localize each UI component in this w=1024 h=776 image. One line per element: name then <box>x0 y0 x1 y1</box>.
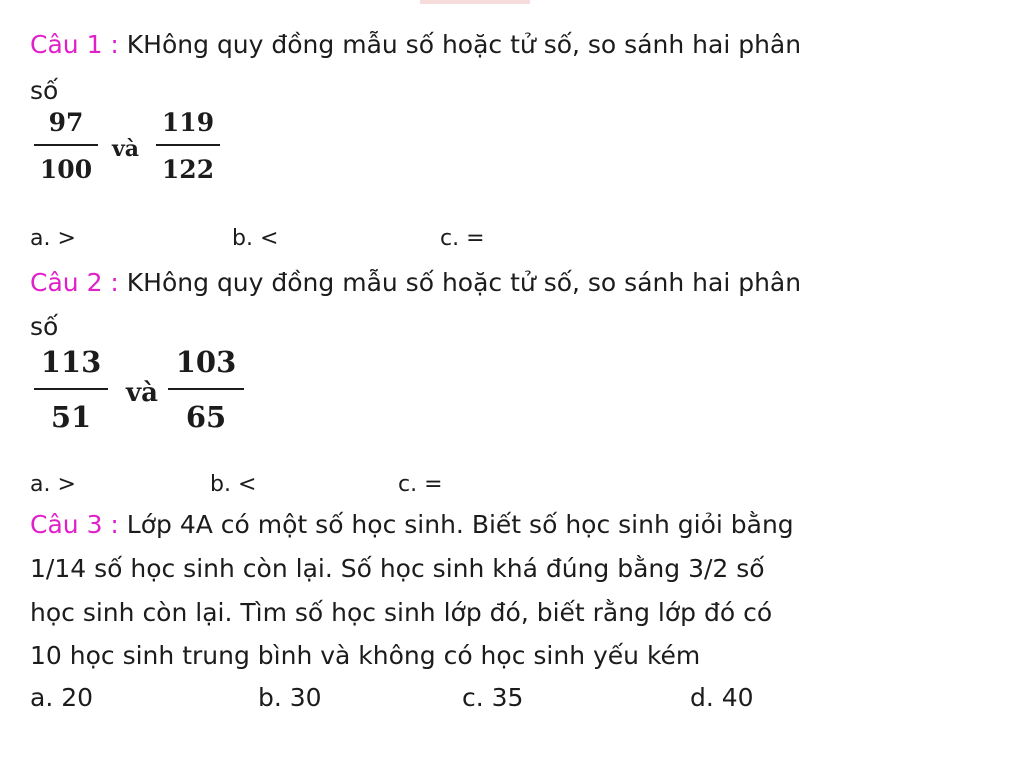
fraction-numerator: 113 <box>40 345 102 379</box>
question-2-label: Câu 2 : <box>30 268 119 297</box>
fraction-bar <box>34 144 98 146</box>
question-2-joiner: và <box>126 378 158 408</box>
question-3-option-a[interactable]: a. 20 <box>30 683 94 712</box>
question-3-label: Câu 3 : <box>30 510 119 539</box>
fraction-denominator: 122 <box>161 155 215 184</box>
fraction-bar <box>34 388 108 390</box>
question-2-option-b[interactable]: b. < <box>210 472 257 497</box>
question-1-text-cont: số <box>30 76 59 105</box>
question-3-line-1 <box>30 512 794 537</box>
question-2-fraction-1 <box>34 345 108 434</box>
question-1-option-c[interactable]: c. = <box>440 226 485 251</box>
question-1-text: KHông quy đồng mẫu số hoặc tử số, so sánh hai phân <box>118 30 802 59</box>
question-1-label: Câu 1 : <box>30 30 119 59</box>
question-3-line-3: học sinh còn lại. Tìm số học sinh lớp đó, biết rằng lớp đó có <box>30 598 773 627</box>
question-2-title <box>30 270 801 295</box>
fraction-denominator: 65 <box>185 400 227 434</box>
cropped-header-mark <box>420 0 530 4</box>
question-2-option-c[interactable]: c. = <box>398 472 443 497</box>
question-3-text: Lớp 4A có một số học sinh. Biết số học sinh giỏi bằng <box>118 510 794 539</box>
question-3-line-4: 10 học sinh trung bình và không có học sinh yếu kém <box>30 641 701 670</box>
question-3-option-d[interactable]: d. 40 <box>690 683 754 712</box>
question-1-title <box>30 32 801 57</box>
question-2-text: KHông quy đồng mẫu số hoặc tử số, so sánh hai phân <box>118 268 802 297</box>
fraction-numerator: 97 <box>48 108 84 137</box>
question-1-fraction-1 <box>34 110 98 182</box>
fraction-denominator: 51 <box>50 400 92 434</box>
question-3-line-2: 1/14 số học sinh còn lại. Số học sinh khá đúng bằng 3/2 số <box>30 554 765 583</box>
fraction-bar <box>168 388 244 390</box>
question-2-fraction-2 <box>168 345 244 434</box>
question-1-fraction-2 <box>156 110 220 182</box>
question-1-joiner: và <box>112 136 140 162</box>
question-3-option-c[interactable]: c. 35 <box>462 683 524 712</box>
fraction-numerator: 119 <box>161 108 215 137</box>
question-2-text-cont: số <box>30 312 59 341</box>
question-2-option-a[interactable]: a. > <box>30 472 76 497</box>
question-3-option-b[interactable]: b. 30 <box>258 683 322 712</box>
fraction-bar <box>156 144 220 146</box>
question-1-option-a[interactable]: a. > <box>30 226 76 251</box>
fraction-denominator: 100 <box>39 155 93 184</box>
fraction-numerator: 103 <box>175 345 237 379</box>
question-1-option-b[interactable]: b. < <box>232 226 279 251</box>
